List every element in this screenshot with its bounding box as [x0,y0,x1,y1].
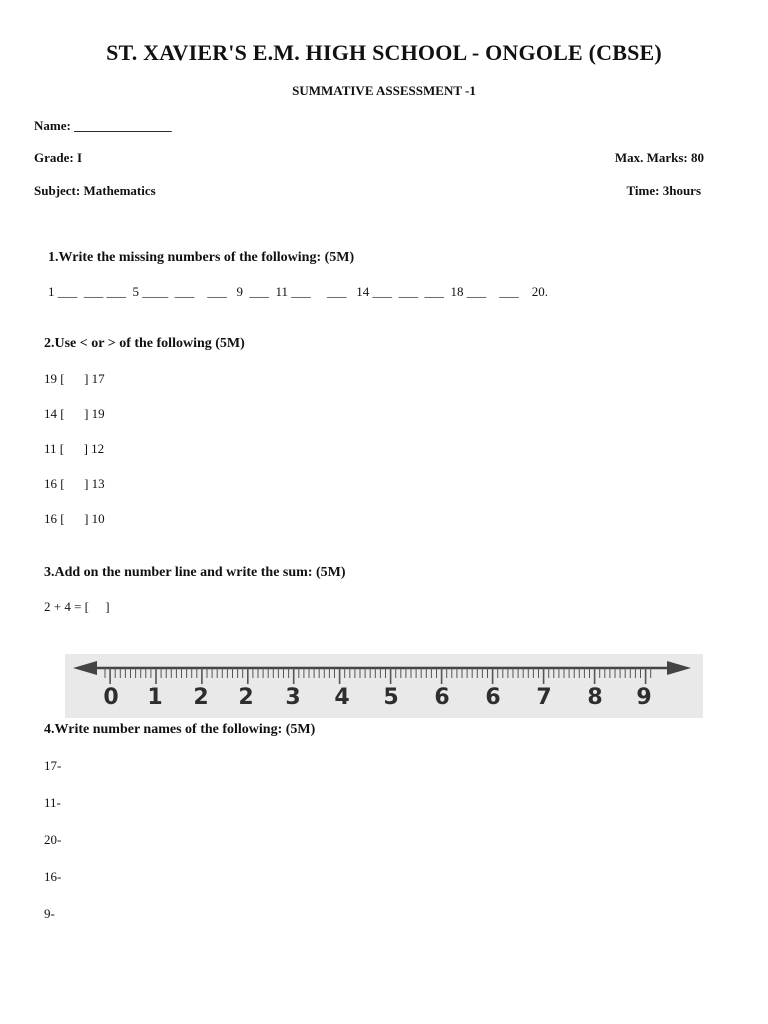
comparison-item: 19 [ ] 17 [44,371,105,386]
grade-label: Grade: I [34,150,83,165]
school-title: ST. XAVIER'S E.M. HIGH SCHOOL - ONGOLE (CBSE) [106,40,662,65]
max-marks-label: Max. Marks: 80 [614,150,704,165]
question-2-title: 2.Use < or > of the following (5M) [44,336,245,351]
comparison-item: 11 [ ] 12 [44,441,105,456]
number-line-label: 7 [536,685,552,710]
question-1-sequence: 1 ___ ___ ___ 5 ____ ___ ___ 9 ___ 11 ___ ___ 14 ___ ___ ___ 18 ___ ___ 20. [48,284,549,299]
number-line-label: 9 [636,685,652,710]
number-line-label: 1 [147,685,163,710]
addition-expression: 2 + 4 = [ ] [44,599,110,614]
time-label: Time: 3hours [626,183,701,198]
number-line-label: 2 [238,685,254,710]
comparison-item: 14 [ ] 19 [44,406,105,421]
question-1-title: 1.Write the missing numbers of the following: (5M) [48,250,355,265]
number-line-label: 3 [285,685,301,710]
number-line-label: 6 [485,685,501,710]
number-line-image [65,654,703,718]
number-name-item: 9- [44,906,55,921]
number-line-label: 5 [383,685,399,710]
number-line-label: 6 [434,685,450,710]
number-name-item: 17- [44,758,62,773]
number-line-label: 4 [334,685,350,710]
number-line-label: 8 [587,685,603,710]
number-line-label: 2 [193,685,209,710]
comparison-item: 16 [ ] 13 [44,476,105,491]
number-name-item: 11- [44,795,61,810]
comparison-item: 16 [ ] 10 [44,511,105,526]
name-field: Name: _______________ [34,118,172,133]
number-name-item: 16- [44,869,62,884]
exam-title: SUMMATIVE ASSESSMENT -1 [292,83,476,98]
question-4-title: 4.Write number names of the following: (5M) [44,722,316,737]
number-line-label: 0 [103,685,119,710]
question-3-title: 3.Add on the number line and write the sum: (5M) [44,565,346,580]
number-name-item: 20- [44,832,62,847]
subject-label: Subject: Mathematics [34,183,156,198]
